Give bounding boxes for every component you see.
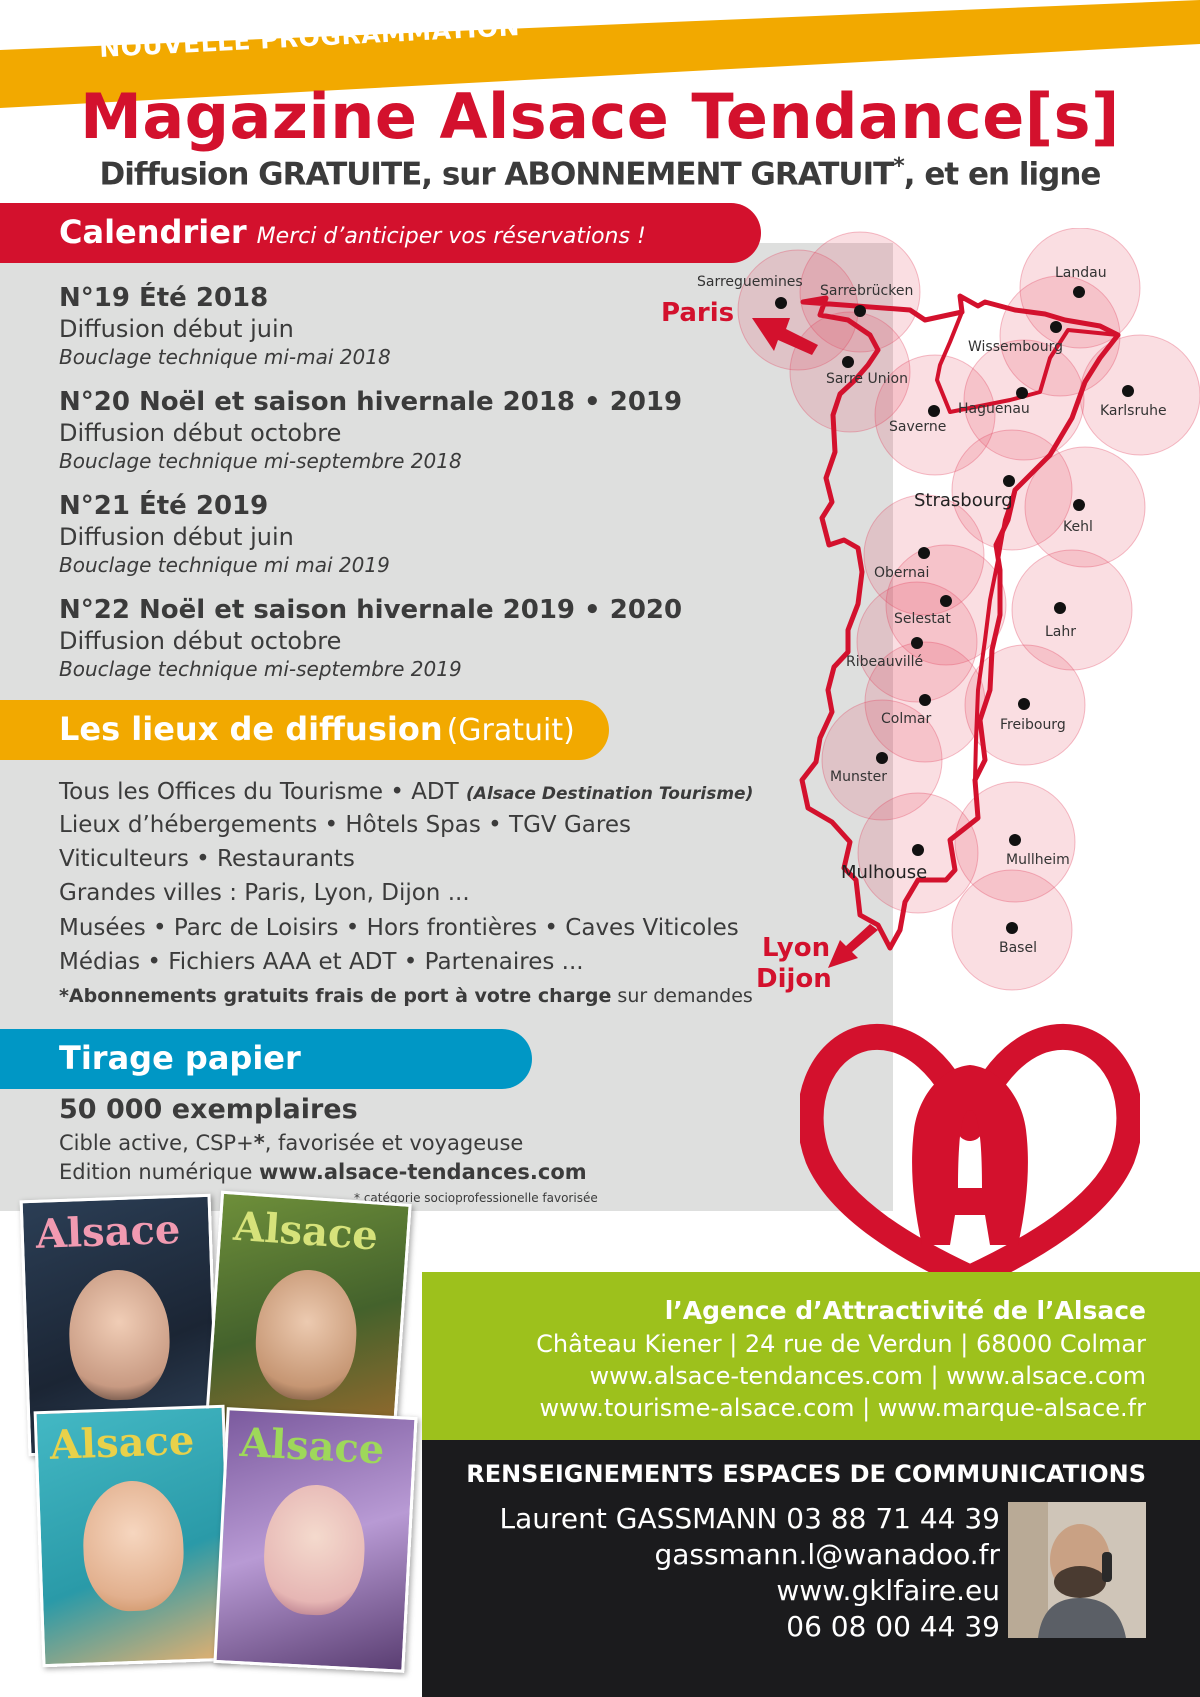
lieu-line-4: Grandes villes : Paris, Lyon, Dijon ... [59, 880, 470, 906]
contact-email[interactable]: gassmann.l@wanadoo.fr [654, 1538, 1000, 1571]
lieu-line-2: Lieux d’hébergements • Hôtels Spas • TGV Gares [59, 812, 631, 838]
edition-text: Edition numérique [59, 1160, 260, 1184]
contact-website[interactable]: www.gklfaire.eu [776, 1574, 1000, 1607]
subtitle-star: * [893, 154, 904, 179]
lieux-heading: Les lieux de diffusion [59, 710, 443, 748]
tirage-note: * catégorie socioprofessionelle favorisée [354, 1191, 598, 1205]
issue-diffusion: Diffusion début juin [59, 523, 294, 551]
issue-bouclage: Bouclage technique mi-septembre 2018 [59, 449, 462, 473]
issue-bouclage: Bouclage technique mi-mai 2018 [59, 345, 391, 369]
lieu-line-5: Musées • Parc de Loisirs • Hors frontières • Caves Viticoles [59, 915, 739, 941]
city-sarrebrucken: Sarrebrücken [820, 283, 914, 299]
tirage-header [0, 1029, 532, 1089]
city-karlsruhe: Karlsruhe [1100, 403, 1167, 419]
agence-websites-1[interactable]: www.alsace-tendances.com | www.alsace.com [589, 1362, 1146, 1390]
city-lahr: Lahr [1045, 624, 1077, 640]
subtitle-main: Diffusion GRATUITE, sur ABONNEMENT GRATUIT [99, 156, 894, 193]
tirage-heading: Tirage papier [59, 1039, 301, 1077]
city-mulhouse: Mulhouse [841, 862, 928, 883]
lieu-note: (Alsace Destination Tourisme) [466, 784, 754, 804]
calendar-heading: Calendrier [59, 213, 247, 251]
lieux-header [0, 700, 609, 760]
lyon-label: Lyon [762, 933, 831, 963]
calendar-note: Merci d’anticiper vos réservations ! [256, 224, 646, 249]
target-star: * [253, 1131, 265, 1155]
tirage-edition [59, 1160, 587, 1184]
city-basel: Basel [999, 940, 1037, 956]
target-end: , favorisée et voyageuse [264, 1131, 524, 1155]
lyon-arrow [828, 924, 878, 968]
alsace-map [640, 228, 1200, 1020]
magazine-cover-3 [34, 1405, 234, 1668]
city-haguenau: Haguenau [958, 401, 1030, 417]
edition-url[interactable]: www.alsace-tendances.com [259, 1160, 587, 1184]
dijon-label: Dijon [756, 964, 832, 994]
lieu-line-6: Médias • Fichiers AAA et ADT • Partenaires ... [59, 949, 584, 975]
issue-20 [59, 386, 682, 474]
issue-diffusion: Diffusion début juin [59, 315, 294, 343]
issue-19 [59, 282, 391, 370]
city-selestat: Selestat [894, 611, 951, 627]
issue-22 [59, 594, 682, 682]
city-saverne: Saverne [889, 419, 947, 435]
alsace-heart-logo [800, 1010, 1140, 1280]
city-sarreguemines: Sarreguemines [697, 274, 803, 290]
issue-title: N°21 Été 2019 [59, 491, 269, 521]
issue-bouclage: Bouclage technique mi-septembre 2019 [59, 657, 462, 681]
main-title: Magazine Alsace Tendance[s] [80, 80, 1120, 153]
city-munster: Munster [830, 769, 887, 785]
contact-box [422, 1440, 1200, 1697]
footnote-bold: *Abonnements gratuits frais de port à votre charge [59, 985, 612, 1007]
issue-diffusion: Diffusion début octobre [59, 627, 342, 655]
issue-title: N°19 Été 2018 [59, 283, 269, 313]
lieu-text: Tous les Offices du Tourisme • ADT [59, 779, 467, 805]
city-strasbourg: Strasbourg [914, 490, 1013, 511]
city-sarre-union: Sarre Union [826, 371, 908, 387]
contact-mobile[interactable]: 06 08 00 44 39 [786, 1610, 1000, 1643]
magazine-cover-4 [213, 1407, 417, 1673]
lieu-line-3: Viticulteurs • Restaurants [59, 846, 355, 872]
lieux-tag: (Gratuit) [446, 713, 575, 748]
subtitle-end: , et en ligne [903, 156, 1101, 193]
agence-address: Château Kiener | 24 rue de Verdun | 68000 Colmar [536, 1330, 1146, 1358]
issue-bouclage: Bouclage technique mi mai 2019 [59, 553, 390, 577]
city-wissembourg: Wissembourg [968, 339, 1063, 355]
city-colmar: Colmar [881, 711, 932, 727]
contact-name-phone[interactable]: Laurent GASSMANN 03 88 71 44 39 [499, 1502, 1000, 1535]
agence-websites-2[interactable]: www.tourisme-alsace.com | www.marque-alsace.fr [539, 1394, 1146, 1422]
city-ribeauville: Ribeauvillé [846, 654, 924, 670]
footnote-rest: sur demandes [611, 985, 753, 1007]
issue-diffusion: Diffusion début octobre [59, 419, 342, 447]
paris-label: Paris [661, 298, 735, 328]
cover-brand: Alsace [238, 1418, 386, 1474]
contact-photo [1008, 1502, 1146, 1638]
issue-title: N°22 Noël et saison hivernale 2019 • 2020 [59, 595, 683, 625]
contact-heading: RENSEIGNEMENTS ESPACES DE COMMUNICATIONS [466, 1460, 1146, 1488]
city-mullheim: Mullheim [1006, 852, 1070, 868]
issue-21 [59, 490, 390, 578]
tirage-count: 50 000 exemplaires [59, 1094, 358, 1125]
city-obernai: Obernai [874, 565, 930, 581]
cover-brand: Alsace [232, 1202, 380, 1260]
agence-name: l’Agence d’Attractivité de l’Alsace [664, 1296, 1146, 1325]
agence-box [422, 1272, 1200, 1440]
issue-title: N°20 Noël et saison hivernale 2018 • 2019 [59, 387, 683, 417]
city-landau: Landau [1055, 265, 1107, 281]
city-kehl: Kehl [1063, 519, 1093, 535]
cover-brand: Alsace [48, 1416, 196, 1469]
city-freibourg: Freibourg [1000, 717, 1066, 733]
tirage-target [59, 1131, 523, 1155]
target-text: Cible active, CSP+ [59, 1131, 254, 1155]
banner-label: NOUVELLE PROGRAMMATION [98, 11, 521, 63]
subtitle [0, 154, 1200, 192]
cover-brand: Alsace [34, 1205, 182, 1258]
